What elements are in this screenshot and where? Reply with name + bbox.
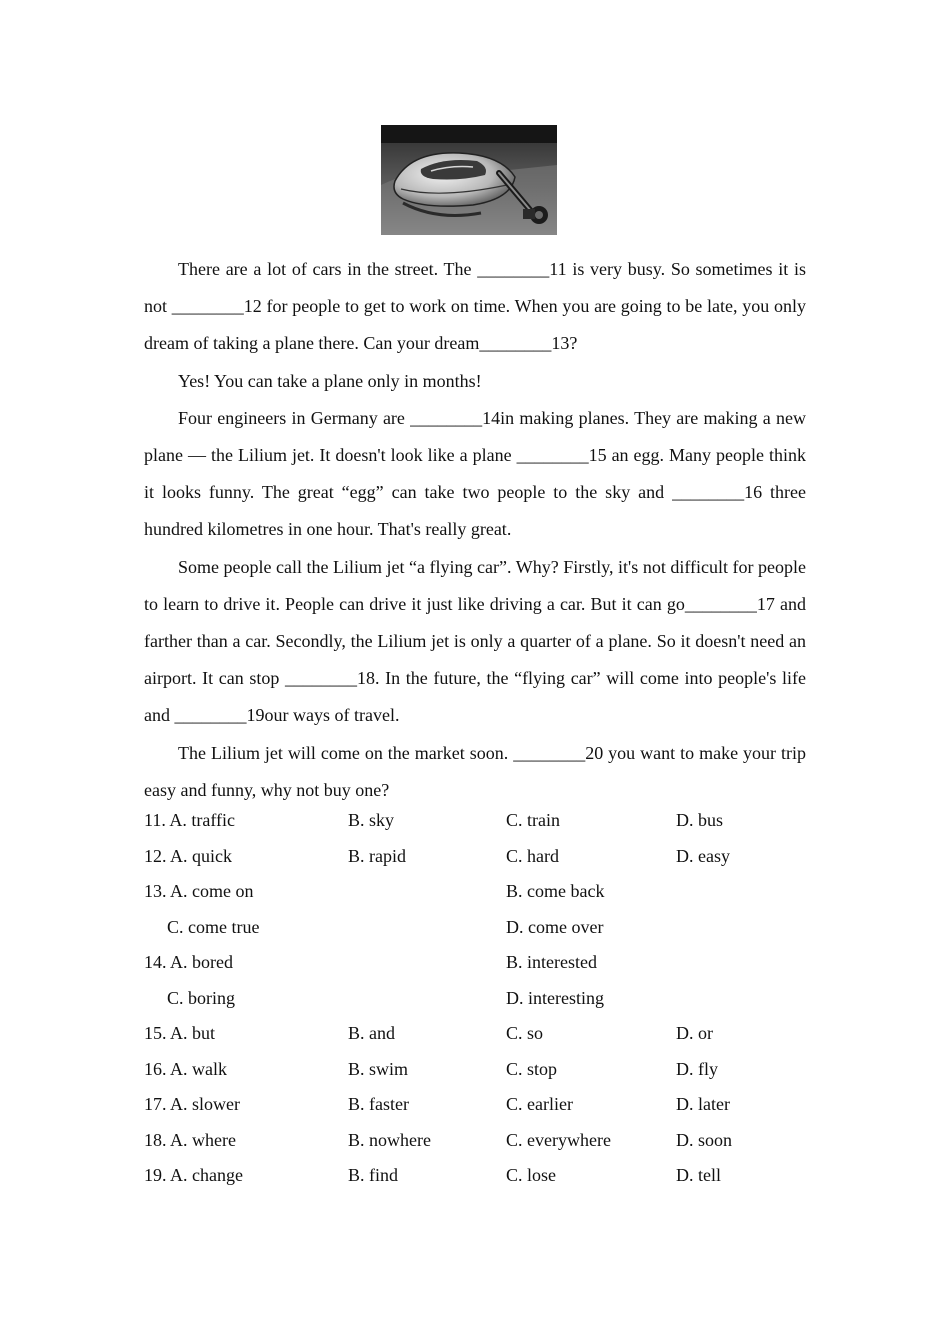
option-a: 16. A. walk bbox=[144, 1058, 227, 1079]
option-b: B. rapid bbox=[348, 845, 406, 866]
passage-paragraph: Four engineers in Germany are ________14in making planes. They are making a new plane — the Lilium jet. It doesn't look like a plane ________15 an egg. Many people think it looks funny. The great “egg” can take two people to the sky and ________16 three hundred kilometres in one hour. That's really great. bbox=[144, 407, 806, 540]
question-17 bbox=[144, 1087, 806, 1123]
option-b: B. find bbox=[348, 1165, 399, 1185]
question-13 bbox=[144, 874, 806, 910]
option-c: C. train bbox=[506, 810, 560, 830]
option-a: 12. A. quick bbox=[144, 845, 232, 866]
passage-paragraph: Yes! You can take a plane only in months! bbox=[178, 370, 482, 391]
option-d: D. fly bbox=[676, 1058, 718, 1079]
question-15 bbox=[144, 1016, 806, 1052]
question-14 bbox=[144, 945, 806, 981]
option-a: 11. A. traffic bbox=[144, 810, 235, 830]
option-b: B. nowhere bbox=[348, 1129, 431, 1150]
option-d: D. easy bbox=[676, 845, 730, 866]
option-d: D. come over bbox=[506, 916, 604, 937]
option-d: D. tell bbox=[676, 1165, 721, 1185]
option-b: B. come back bbox=[506, 881, 605, 901]
option-a: 14. A. bored bbox=[144, 952, 233, 972]
question-14-continued bbox=[144, 981, 806, 1017]
question-list bbox=[144, 803, 806, 1194]
passage-paragraph: The Lilium jet will come on the market soon. ________20 you want to make your trip easy and funny, why not buy one? bbox=[144, 742, 806, 800]
option-a: 19. A. change bbox=[144, 1165, 243, 1185]
option-b: B. faster bbox=[348, 1094, 409, 1114]
option-a: 13. A. come on bbox=[144, 881, 254, 901]
option-a: 15. A. but bbox=[144, 1023, 216, 1043]
option-a: 17. A. slower bbox=[144, 1094, 240, 1114]
option-c: C. everywhere bbox=[506, 1129, 611, 1150]
option-c: C. so bbox=[506, 1023, 544, 1043]
option-c: C. stop bbox=[506, 1058, 558, 1079]
question-12 bbox=[144, 839, 806, 875]
option-c: C. boring bbox=[167, 987, 236, 1008]
reading-passage bbox=[144, 251, 806, 809]
option-d: D. soon bbox=[676, 1129, 733, 1150]
option-a: 18. A. where bbox=[144, 1129, 236, 1150]
option-d: D. or bbox=[676, 1023, 713, 1043]
question-16 bbox=[144, 1052, 806, 1088]
option-d: D. interesting bbox=[506, 987, 604, 1008]
question-18 bbox=[144, 1123, 806, 1159]
question-13-continued bbox=[144, 910, 806, 946]
option-b: B. and bbox=[348, 1023, 395, 1043]
option-b: B. swim bbox=[348, 1058, 409, 1079]
passage-paragraph: There are a lot of cars in the street. The ________11 is very busy. So sometimes it is not ________12 for people to get to work on time. When you are going to be late, you only dream of taking a plane there. Can your dream________13? bbox=[144, 259, 806, 354]
option-b: B. sky bbox=[348, 810, 395, 830]
option-d: D. bus bbox=[676, 810, 724, 830]
option-c: C. come true bbox=[167, 916, 260, 937]
option-b: B. interested bbox=[506, 952, 597, 972]
flying-car-photo bbox=[381, 125, 557, 235]
option-c: C. earlier bbox=[506, 1094, 573, 1114]
option-c: C. lose bbox=[506, 1165, 557, 1185]
question-11 bbox=[144, 803, 806, 839]
flying-car-icon bbox=[381, 125, 557, 235]
question-19 bbox=[144, 1158, 806, 1194]
option-d: D. later bbox=[676, 1094, 730, 1114]
option-c: C. hard bbox=[506, 845, 559, 866]
passage-paragraph: Some people call the Lilium jet “a flying car”. Why? Firstly, it's not difficult for people to learn to drive it. People can drive it just like driving a car. But it can go________17 and farther than a car. Secondly, the Lilium jet is only a quarter of a plane. So it doesn't need an airport. It can stop ________18. In the future, the “flying car” will come into people's life and ________19our ways of travel. bbox=[144, 556, 806, 726]
